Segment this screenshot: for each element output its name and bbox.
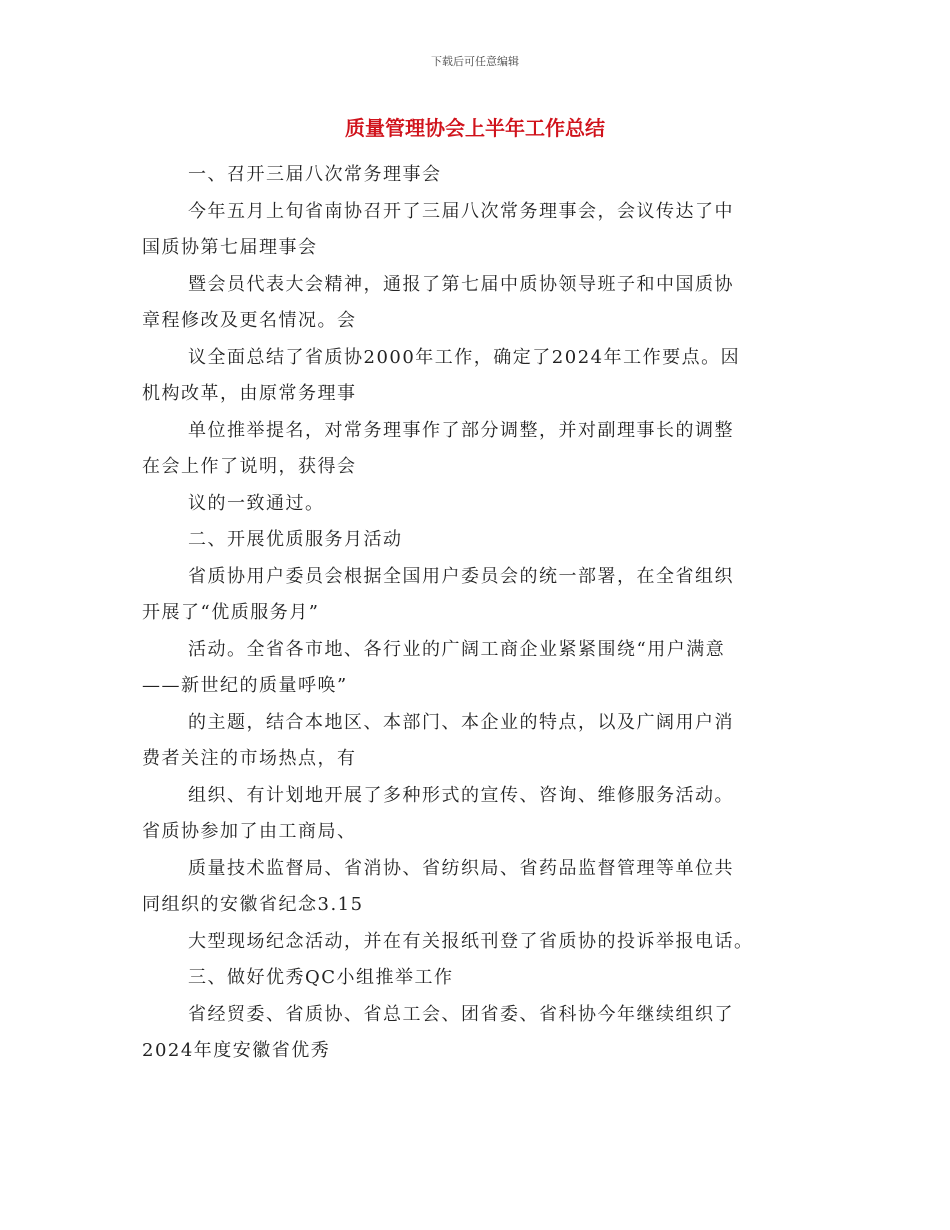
body-line: 2024年度安徽省优秀 — [142, 1040, 331, 1061]
body-line: 活动。全省各市地、各行业的广阔工商企业紧紧围绕“用户满意 — [188, 638, 726, 660]
body-line: 单位推举提名，对常务理事作了部分调整，并对副理事长的调整 — [188, 419, 734, 441]
body-line: 省质协参加了由工商局、 — [142, 821, 357, 842]
document-title: 质量管理协会上半年工作总结 — [345, 116, 605, 140]
body-line: 大型现场纪念活动，并在有关报纸刊登了省质协的投诉举报电话。 — [188, 930, 754, 952]
body-line: 议全面总结了省质协2000年工作，确定了2024年工作要点。因 — [188, 346, 741, 368]
body-line: 章程修改及更名情况。会 — [142, 310, 357, 331]
body-line: 机构改革，由原常务理事 — [142, 383, 357, 404]
body-line: 同组织的安徽省纪念3.15 — [142, 894, 364, 915]
body-line: 暨会员代表大会精神，通报了第七届中质协领导班子和中国质协 — [188, 273, 734, 295]
body-line: 议的一致通过。 — [188, 492, 325, 514]
body-line: 今年五月上旬省南协召开了三届八次常务理事会，会议传达了中 — [188, 200, 734, 222]
document-body — [142, 157, 822, 1070]
body-line: ——新世纪的质量呼唤” — [142, 675, 348, 696]
body-line: 二、开展优质服务月活动 — [188, 529, 403, 550]
body-line: 三、做好优秀QC小组推举工作 — [188, 967, 454, 988]
body-line: 省质协用户委员会根据全国用户委员会的统一部署，在全省组织 — [188, 565, 734, 587]
body-line: 开展了“优质服务月” — [142, 602, 320, 623]
body-line: 在会上作了说明，获得会 — [142, 456, 357, 477]
body-line: 省经贸委、省质协、省总工会、团省委、省科协今年继续组织了 — [188, 1003, 734, 1025]
header-note: 下载后可任意编辑 — [431, 55, 519, 68]
body-line: 费者关注的市场热点，有 — [142, 748, 357, 769]
body-line: 组织、有计划地开展了多种形式的宣传、咨询、维修服务活动。 — [188, 784, 734, 806]
body-line: 一、召开三届八次常务理事会 — [188, 164, 442, 185]
body-line: 的主题，结合本地区、本部门、本企业的特点，以及广阔用户消 — [188, 711, 734, 733]
body-line: 国质协第七届理事会 — [142, 237, 318, 258]
body-line: 质量技术监督局、省消协、省纺织局、省药品监督管理等单位共 — [188, 857, 734, 879]
